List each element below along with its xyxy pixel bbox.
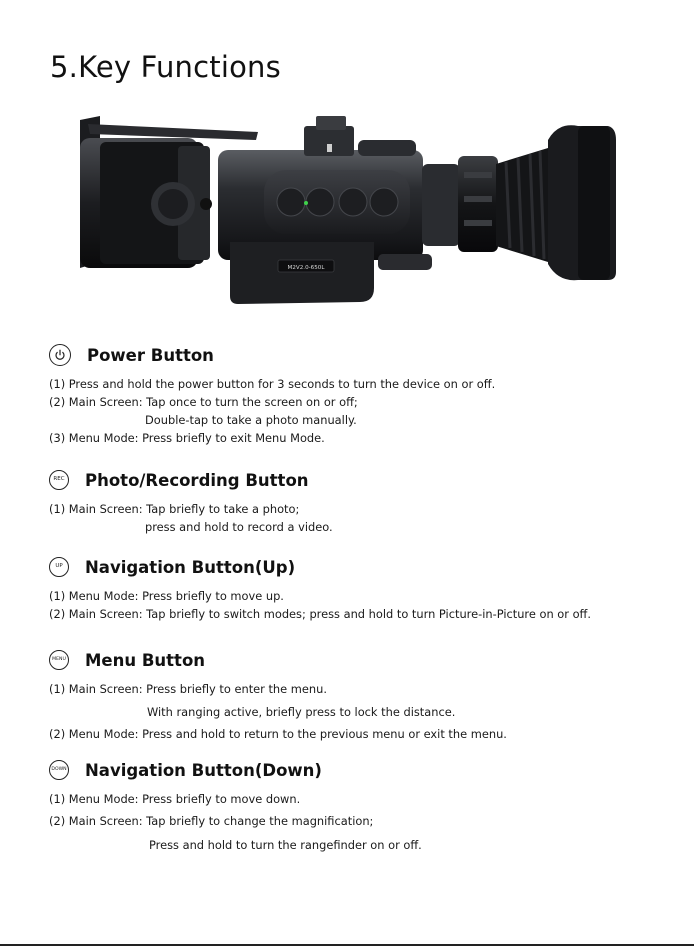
up-icon <box>49 557 69 577</box>
menu-icon-label: MENU <box>52 656 66 662</box>
photo-recording-button-section <box>49 466 679 536</box>
section-header <box>49 466 679 494</box>
section-header <box>49 341 679 369</box>
instruction-line: press and hold to record a video. <box>145 520 333 534</box>
instruction-line: (2) Main Screen: Tap once to turn the screen on or off; <box>49 395 358 409</box>
navigation-down-button-section <box>49 756 679 854</box>
rec-icon-label: REC <box>53 476 65 483</box>
instruction-line: (1) Menu Mode: Press briefly to move up. <box>49 589 284 603</box>
instruction-line: (1) Menu Mode: Press briefly to move down. <box>49 792 301 806</box>
instruction-line: (1) Main Screen: Press briefly to enter the menu. <box>49 682 327 696</box>
up-icon-label: UP <box>55 563 63 570</box>
instruction-line: (2) Main Screen: Tap briefly to change the magnification; <box>49 814 374 828</box>
section-header <box>49 756 679 784</box>
menu-button-section <box>49 646 679 743</box>
instruction-line: (2) Menu Mode: Press and hold to return to the previous menu or exit the menu. <box>49 727 507 741</box>
section-title: Navigation Button(Down) <box>85 760 322 780</box>
section-title: Menu Button <box>85 650 206 670</box>
instruction-line: (1) Main Screen: Tap briefly to take a photo; <box>49 502 300 516</box>
instruction-line: Double-tap to take a photo manually. <box>145 413 357 427</box>
section-header <box>49 646 679 674</box>
power-icon <box>49 344 71 366</box>
instruction-line: (1) Press and hold the power button for 3 seconds to turn the device on or off. <box>49 377 496 391</box>
model-label: M2V2.0-650L <box>287 265 325 271</box>
instruction-line: (2) Main Screen: Tap briefly to switch modes; press and hold to turn Picture-in-Picture on or off. <box>49 607 592 621</box>
section-title: Navigation Button(Up) <box>85 557 296 577</box>
instruction-line: (3) Menu Mode: Press briefly to exit Menu Mode. <box>49 431 325 445</box>
thermal-scope-illustration <box>78 112 616 312</box>
power-button-section <box>49 341 679 447</box>
rec-icon <box>49 470 69 490</box>
navigation-up-button-section <box>49 553 679 623</box>
product-image <box>78 112 616 312</box>
down-icon <box>49 760 69 780</box>
page-title: 5.Key Functions <box>50 50 281 84</box>
section-header <box>49 553 679 581</box>
section-title: Photo/Recording Button <box>85 470 309 490</box>
menu-icon <box>49 650 69 670</box>
section-title: Power Button <box>87 345 214 365</box>
down-icon-label: DOWN <box>51 766 67 772</box>
instruction-line: Press and hold to turn the rangefinder on or off. <box>149 838 422 852</box>
instruction-line: With ranging active, briefly press to lock the distance. <box>147 705 456 719</box>
